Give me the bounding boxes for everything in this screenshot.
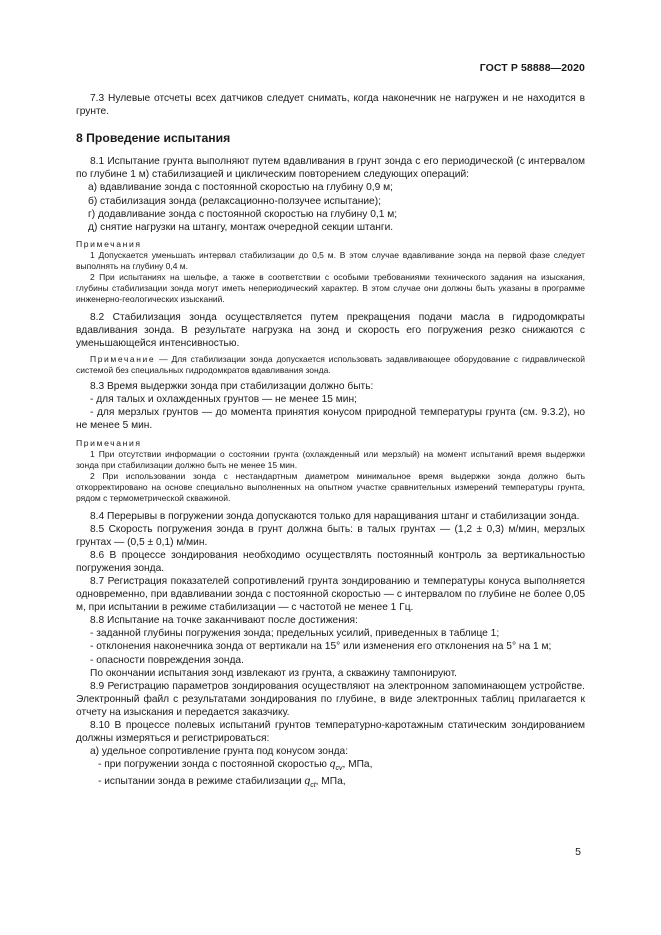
paragraph-8-10: 8.10 В процессе полевых испытаний грунтов температурно-каротажным статическим зондированием должны измеряться и регистрироваться: (76, 720, 585, 745)
paragraph-8-3: 8.3 Время выдержки зонда при стабилизации должно быть: (90, 381, 374, 393)
list-item (76, 758, 585, 775)
note-item: 2 При испытаниях на шельфе, а также в соответствии с особыми требованиями технического задания на изыскания, глубины стабилизации зонда могут иметь непериодический характер. В этом случае они должны быть указаны в программе инженерно-геологических изысканий. (76, 271, 585, 304)
symbol-subscript: ct (310, 782, 316, 790)
symbol-subscript: cv (335, 765, 343, 773)
note-label: Примечание (90, 354, 156, 365)
paragraph-8-8: 8.8 Испытание на точке заканчивают после достижения: (90, 615, 358, 627)
item-text: - испытании зонда в режиме стабилизации (98, 776, 305, 788)
list-item: - опасности повреждения зонда. (90, 654, 244, 666)
paragraph-8-2: 8.2 Стабилизация зонда осуществляется путем прекращения подачи масла в гидродомкраты вдавливания зонда. В результате нагрузка на зонд и скорость его погружения резко снижаются с уменьшающейся интенсивностью. (76, 311, 585, 350)
list-item: а) удельное сопротивление грунта под конусом зонда: (90, 746, 349, 758)
symbol-letter: q (304, 776, 311, 788)
symbol-letter: q (329, 759, 336, 771)
list-item: б) стабилизация зонда (релаксационно-ползучее испытание); (88, 195, 381, 207)
note-item: 1 Допускается уменьшать интервал стабилизации до 0,5 м. В этом случае вдавливание зонда на первой фазе следует выполнять на глубину 0,4 м. (76, 249, 585, 271)
symbol (304, 776, 316, 790)
item-text: - при погружении зонда с постоянной скоростью (98, 759, 330, 771)
item-unit: , МПа, (315, 776, 346, 788)
list-item: - отклонения наконечника зонда от вертикали на 15° или изменения его отклонения на 5° на 1 м; (90, 641, 552, 653)
page-content (76, 92, 585, 793)
paragraph-8-9: 8.9 Регистрацию параметров зондирования осуществляют на электронном запоминающем устройстве. Электронный файл с результатами зондирования по глубине, в виде электронных таблиц прилагается к отчету на изыскания и передается заказчику. (76, 680, 585, 718)
paragraph-8-5: 8.5 Скорость погружения зонда в грунт должна быть: в талых грунтах — (1,2 ± 0,3) м/мин, мерзлых грунтах — (0,5 ± 0,1) м/мин. (76, 523, 585, 548)
list-item: - для мерзлых грунтов — до момента принятия конусом природной температуры грунта (см. 9.3.2), но не менее 5 мин. (76, 407, 585, 432)
note-text: — Для стабилизации зонда допускается использовать задавливающее оборудование с гидравлической системой без специальных гидродомкратов вдавливания зонда. (76, 354, 585, 376)
item-unit: , МПа, (342, 759, 373, 771)
symbol (329, 759, 343, 773)
paragraph-7-3: 7.3 Нулевые отсчеты всех датчиков следует снимать, когда наконечник не нагружен и не находится в грунте. (76, 93, 585, 118)
list-item: а) вдавливание зонда с постоянной скоростью на глубину 0,9 м; (88, 182, 393, 194)
list-item: д) снятие нагрузки на штангу, монтаж очередной секции штанги. (88, 221, 394, 233)
list-item (76, 775, 585, 792)
paragraph-8-4: 8.4 Перерывы в погружении зонда допускаются только для наращивания штанг и стабилизации зонда. (90, 510, 580, 522)
note-item: 1 При отсутствии информации о состоянии грунта (охлажденный или мерзлый) на момент испытаний время выдержки зонда при стабилизации должно быть не менее 15 мин. (76, 448, 585, 470)
paragraph-8-6: 8.6 В процессе зондирования необходимо осуществлять постоянный контроль за вертикальностью погружения зонда. (76, 549, 585, 574)
note-item: 2 При использовании зонда с нестандартным диаметром минимальное время выдержки зонда должно быть откорректировано на основе специально выполненных на опытном участке сравнительных измерений температуры грунта, рядом с термометрической скважиной. (76, 470, 585, 503)
list-item: - для талых и охлажденных грунтов — не менее 15 мин; (90, 394, 357, 406)
page-number: 5 (575, 846, 581, 858)
paragraph-8-7: 8.7 Регистрация показателей сопротивлений грунта зондированию и температуры конуса выполняется одновременно, при вдавливании зонда с постоянной скоростью — с интервалом по глубине не более 0,05 м, при испытании в режиме стабилизации — с частотой не менее 1 Гц. (76, 575, 585, 614)
list-item: - заданной глубины погружения зонда; предельных усилий, приведенных в таблице 1; (90, 628, 500, 640)
paragraph-8-1: 8.1 Испытание грунта выполняют путем вдавливания в грунт зонда с его периодической (с интервалом по глубине 1 м) стабилизацией и циклическим повторением следующих операций: (76, 156, 585, 181)
paragraph-8-8-end: По окончании испытания зонд извлекают из грунта, а скважину тампонируют. (90, 667, 457, 679)
list-item: г) додавливание зонда с постоянной скоростью на глубину 0,1 м; (88, 208, 398, 220)
notes-label: Примечания (76, 437, 142, 448)
note-8-2 (76, 354, 585, 376)
notes-label: Примечания (76, 238, 142, 249)
section-8-title: 8 Проведение испытания (76, 131, 231, 146)
page-header-standard: ГОСТ Р 58888—2020 (479, 62, 585, 74)
